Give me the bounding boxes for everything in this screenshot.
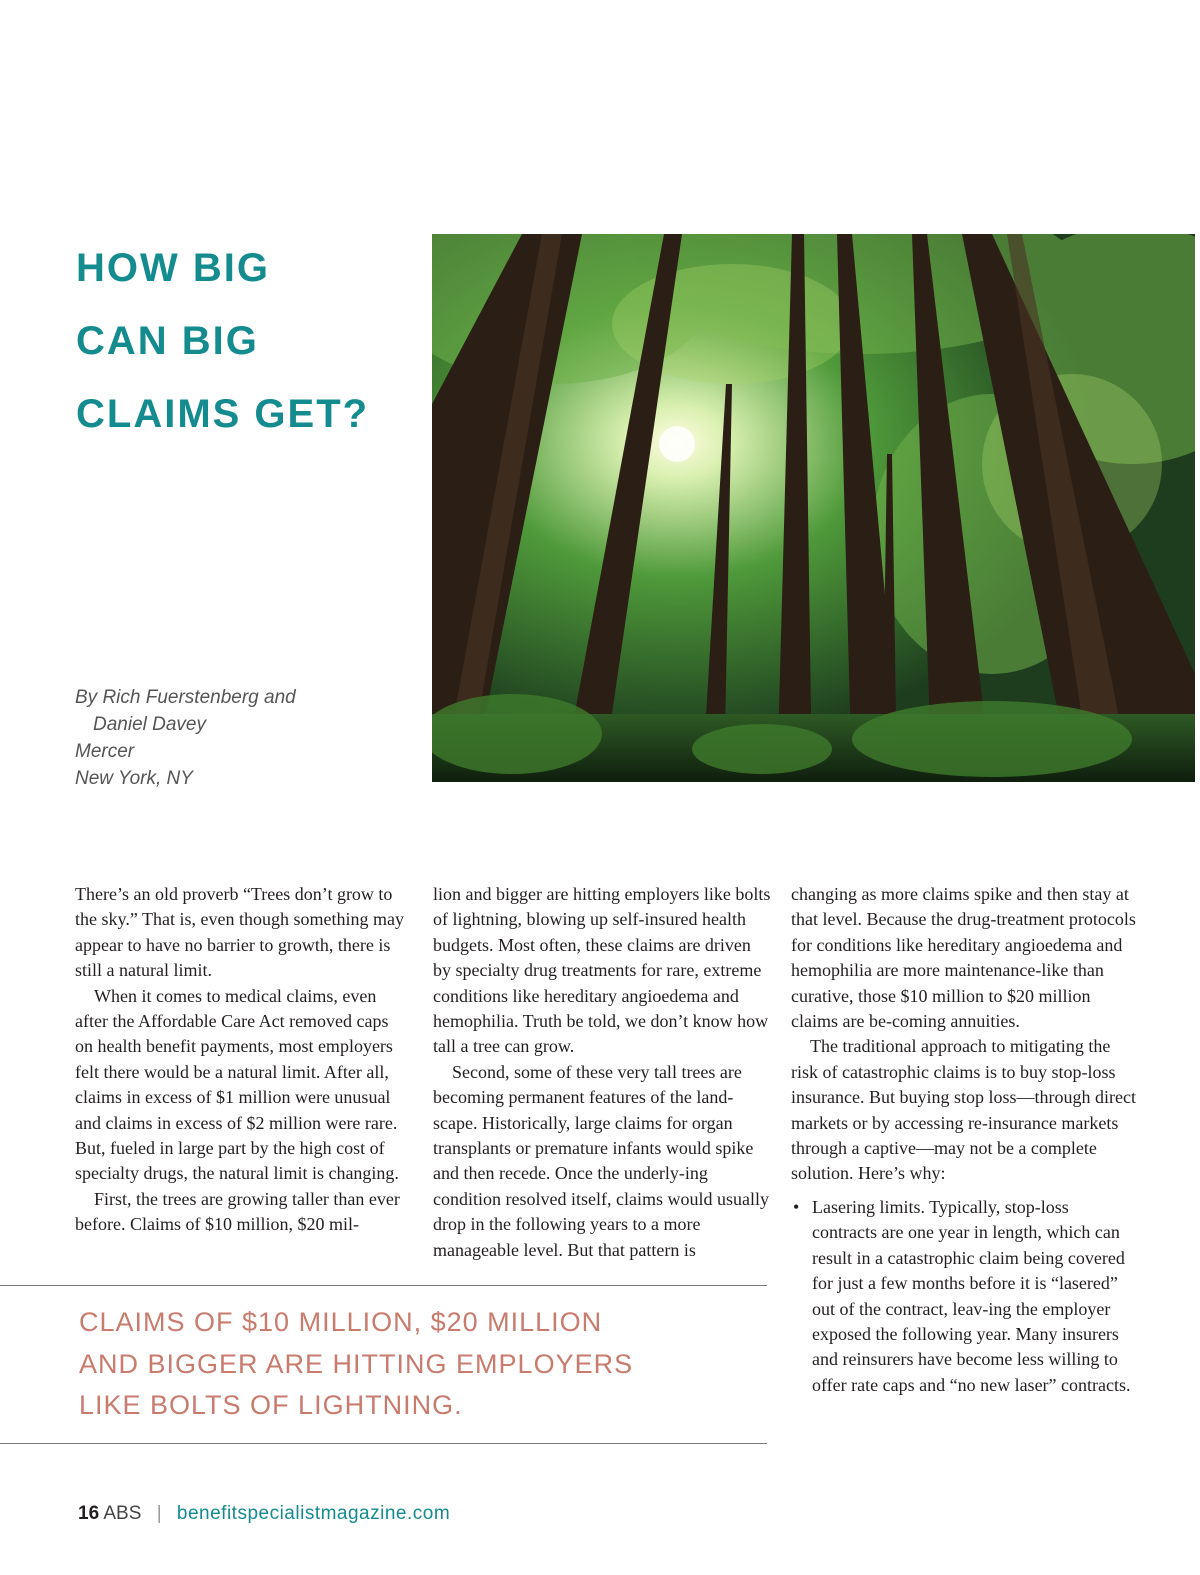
paragraph: When it comes to medical claims, even after the Affordable Care Act removed caps on health benefit payments, most employers felt there would be a natural limit. After all, claims in excess of $1 million were unusual and claims in excess of $2 million were rare. But, fueled in large part by the high cost of specialty drugs, the natural limit is changing. bbox=[75, 985, 399, 1184]
paragraph: changing as more claims spike and then stay at that level. Because the drug-treatment protocols for conditions like hereditary angioedema and hemophilia are more maintenance-like than curative, those $10 million to $20 million claims are be-coming annuities. bbox=[791, 884, 1136, 1032]
pullquote-line: LIKE BOLTS OF LIGHTNING. bbox=[79, 1390, 463, 1420]
pullquote-line: CLAIMS OF $10 MILLION, $20 MILLION bbox=[79, 1307, 603, 1337]
bullet-item: • Lasering limits. Typically, stop-loss contracts are one year in length, which can result in a catastrophic claim being covered for just a few months before it is “lasered” out of the contract, leav-ing the employer exposed the following year. Many insurers and reinsurers have become less willing to offer rate caps and “no new laser” contracts. bbox=[791, 1195, 1136, 1398]
article-title bbox=[76, 232, 369, 451]
byline-authors: By Rich Fuerstenberg and bbox=[75, 687, 296, 708]
byline-location: New York, NY bbox=[75, 768, 193, 789]
paragraph: Second, some of these very tall trees are becoming permanent features of the land-scape. Historically, large claims for organ transplants or premature infants would spike and then recede. Once the underly-ing condition resolved itself, claims would usually drop in the following years to a more manageable level. But that pattern is bbox=[433, 1061, 769, 1260]
title-line: HOW BIG bbox=[76, 246, 270, 290]
paragraph: There’s an old proverb “Trees don’t grow to the sky.” That is, even though something may appear to have no barrier to growth, there is still a natural limit. bbox=[75, 884, 404, 981]
paragraph: lion and bigger are hitting employers like bolts of lightning, blowing up self-insured health budgets. Most often, these claims are driven by specialty drug treatments for rare, extreme conditions like hereditary angioedema and hemophilia. Truth be told, we don’t know how tall a tree can grow. bbox=[433, 884, 771, 1057]
redwood-forest-photo bbox=[432, 234, 1195, 782]
byline-authors-cont: Daniel Davey bbox=[93, 714, 206, 735]
body-column-2 bbox=[433, 882, 773, 1263]
footer-separator: | bbox=[156, 1503, 162, 1524]
pullquote-top-rule bbox=[0, 1285, 767, 1286]
pullquote bbox=[79, 1302, 739, 1427]
page-footer bbox=[78, 1503, 450, 1525]
body-column-1 bbox=[75, 882, 410, 1238]
byline-company: Mercer bbox=[75, 741, 135, 762]
title-line: CAN BIG bbox=[76, 319, 259, 363]
pullquote-bottom-rule bbox=[0, 1443, 767, 1444]
page-number: 16 bbox=[78, 1503, 100, 1524]
magazine-name: ABS bbox=[103, 1503, 142, 1524]
title-line: CLAIMS GET? bbox=[76, 392, 370, 436]
body-column-3 bbox=[791, 882, 1136, 1398]
paragraph: The traditional approach to mitigating the risk of catastrophic claims is to buy stop-loss insurance. But buying stop loss—through direct markets or by accessing re-insurance markets through a captive—may not be a complete solution. Here’s why: bbox=[791, 1036, 1136, 1184]
website-link[interactable]: benefitspecialistmagazine.com bbox=[176, 1503, 451, 1524]
paragraph: First, the trees are growing taller than ever before. Claims of $10 million, $20 mil- bbox=[75, 1188, 400, 1235]
bullet-list bbox=[791, 1195, 1136, 1398]
pullquote-line: AND BIGGER ARE HITTING EMPLOYERS bbox=[79, 1348, 634, 1379]
byline bbox=[75, 684, 296, 792]
